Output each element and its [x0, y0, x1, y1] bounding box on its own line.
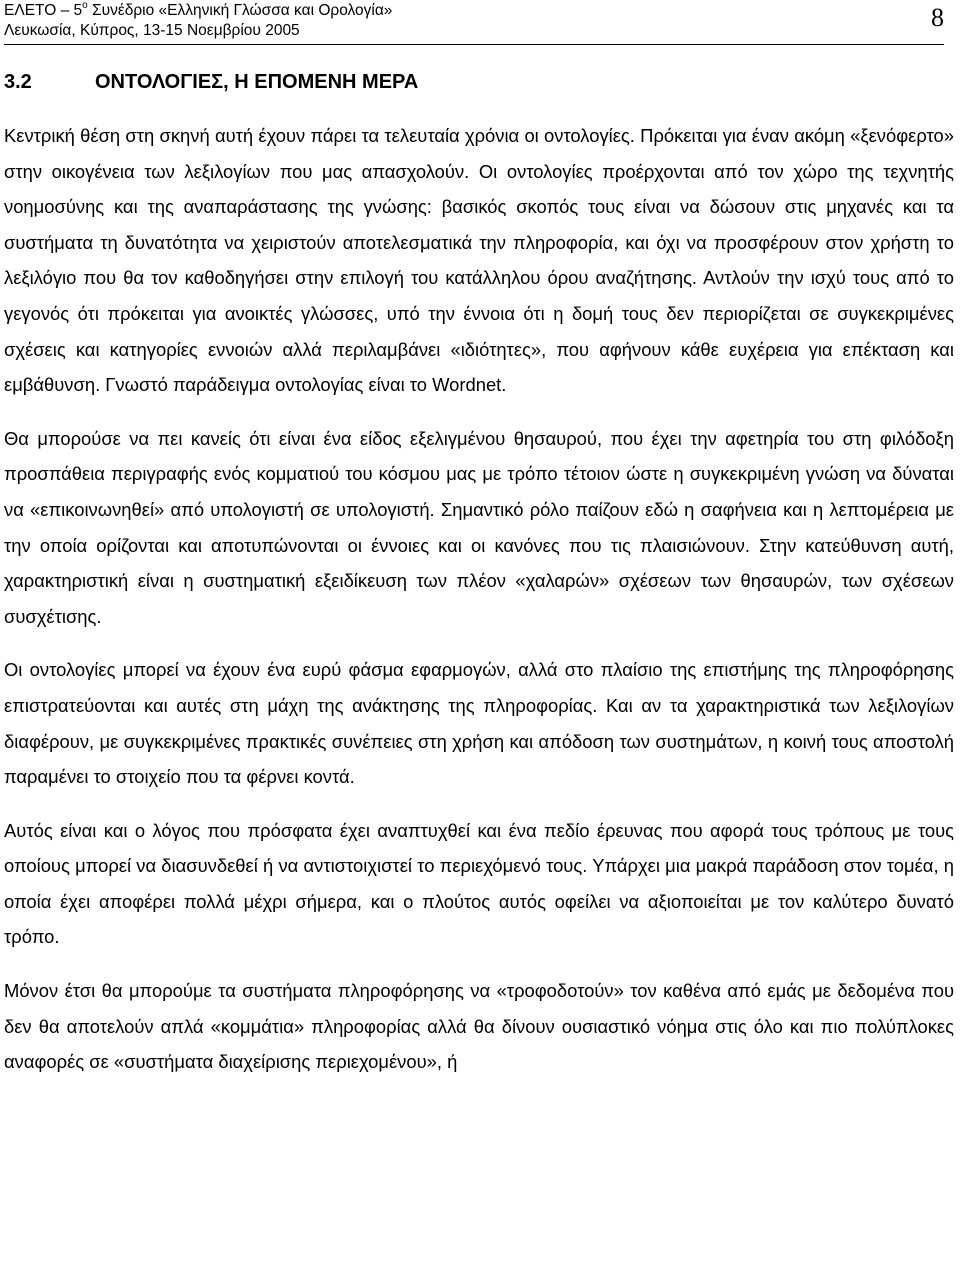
conference-title-prefix: ΕΛΕΤΟ – 5 — [4, 2, 83, 19]
section-title: ΟΝΤΟΛΟΓΙΕΣ, Η ΕΠΟΜΕΝΗ ΜΕΡΑ — [95, 71, 419, 93]
conference-location-date: Λευκωσία, Κύπρος, 13-15 Νοεμβρίου 2005 — [4, 22, 300, 39]
page-number: 8 — [931, 3, 944, 32]
conference-title — [4, 2, 392, 20]
page-header — [4, 0, 944, 45]
paragraph: Οι οντολογίες μπορεί να έχουν ένα ευρύ φάσμα εφαρμογών, αλλά στο πλαίσιο της επιστήμης της πληροφόρησης επιστρατεύονται και αυτές στη μάχη της ανάκτησης της πληροφορίας. Και αν τα χαρακτηριστικά των λεξιλογίων διαφέρουν, με συγκεκριμένες πρακτικές συνέπειες στη χρήση και απόδοση των συστημάτων, η κοινή τους αποστολή παραμένει το στοιχείο που τα φέρνει κοντά. — [4, 659, 954, 788]
section-heading — [4, 70, 418, 94]
paragraph: Αυτός είναι και ο λόγος που πρόσφατα έχει αναπτυχθεί και ένα πεδίο έρευνας που αφορά τους τρόπους με τους οποίους μπορεί να διασυνδεθεί ή να αντιστοιχιστεί το περιεχόμενό τους. Υπάρχει μια μακρά παράδοση στον τομέα, η οποία έχει αποφέρει πολλά μέχρι σήμερα, και ο πλούτος αυτός οφείλει να αξιοποιείται με τον καλύτερο δυνατό τρόπο. — [4, 819, 954, 948]
ordinal-superscript: ο — [82, 0, 88, 11]
body-text — [4, 118, 954, 1098]
paragraph: Θα μπορούσε να πει κανείς ότι είναι ένα είδος εξελιγμένου θησαυρού, που έχει την αφετηρία του στη φιλόδοξη προσπάθεια περιγραφής ενός κομματιού του κόσμου μας με τρόπο τέτοιον ώστε η συγκεκριμένη γνώση να δύναται να «επικοινωνηθεί» από υπολογιστή σε υπολογιστή. Σημαντικό ρόλο παίζουν εδώ η σαφήνεια και η λεπτομέρεια με την οποία ορίζονται και αποτυπώνονται οι έννοιες και οι κανόνες που τις πλαισιώνουν. Στην κατεύθυνση αυτή, χαρακτηριστική είναι η συστηματική εξειδίκευση των πλέον «χαλαρών» σχέσεων των θησαυρών, των σχέσεων συσχέτισης. — [4, 427, 954, 627]
paragraph: Μόνον έτσι θα μπορούμε τα συστήματα πληροφόρησης να «τροφοδοτούν» τον καθένα από εμάς με δεδομένα που δεν θα αποτελούν απλά «κομμάτια» πληροφορίας αλλά θα δίνουν ουσιαστικό νόημα στις όλο και πιο πολύπλοκες αναφορές σε «συστήματα διαχείρισης περιεχομένου», ή — [4, 980, 954, 1073]
paragraph: Κεντρική θέση στη σκηνή αυτή έχουν πάρει τα τελευταία χρόνια οι οντολογίες. Πρόκειται για έναν ακόμη «ξενόφερτο» στην οικογένεια των λεξιλογίων που μας απασχολούν. Οι οντολογίες προέρχονται από τον χώρο της τεχνητής νοημοσύνης και της αναπαράστασης της γνώσης: βασικός σκοπός τους είναι να δώσουν στις μηχανές και τα συστήματα τη δυνατότητα να χειριστούν αποτελεσματικά την πληροφορία, και όχι να προσφέρουν στον χρήστη το λεξιλόγιο που θα τον καθοδηγήσει στην επιλογή του κατάλληλου όρου αναζήτησης. Αντλούν την ισχύ τους από το γεγονός ότι πρόκειται για ανοικτές γλώσσες, υπό την έννοια ότι η δομή τους δεν περιορίζεται σε συγκεκριμένες σχέσεις και κατηγορίες εννοιών αλλά περιλαμβάνει «ιδιότητες», που αφήνουν κάθε ευχέρεια για επέκταση και εμβάθυνση. Γνωστό παράδειγμα οντολογίας είναι το Wordnet. — [4, 125, 954, 396]
conference-title-name: Συνέδριο «Ελληνική Γλώσσα και Ορολογία» — [87, 2, 393, 19]
section-number: 3.2 — [4, 71, 32, 93]
